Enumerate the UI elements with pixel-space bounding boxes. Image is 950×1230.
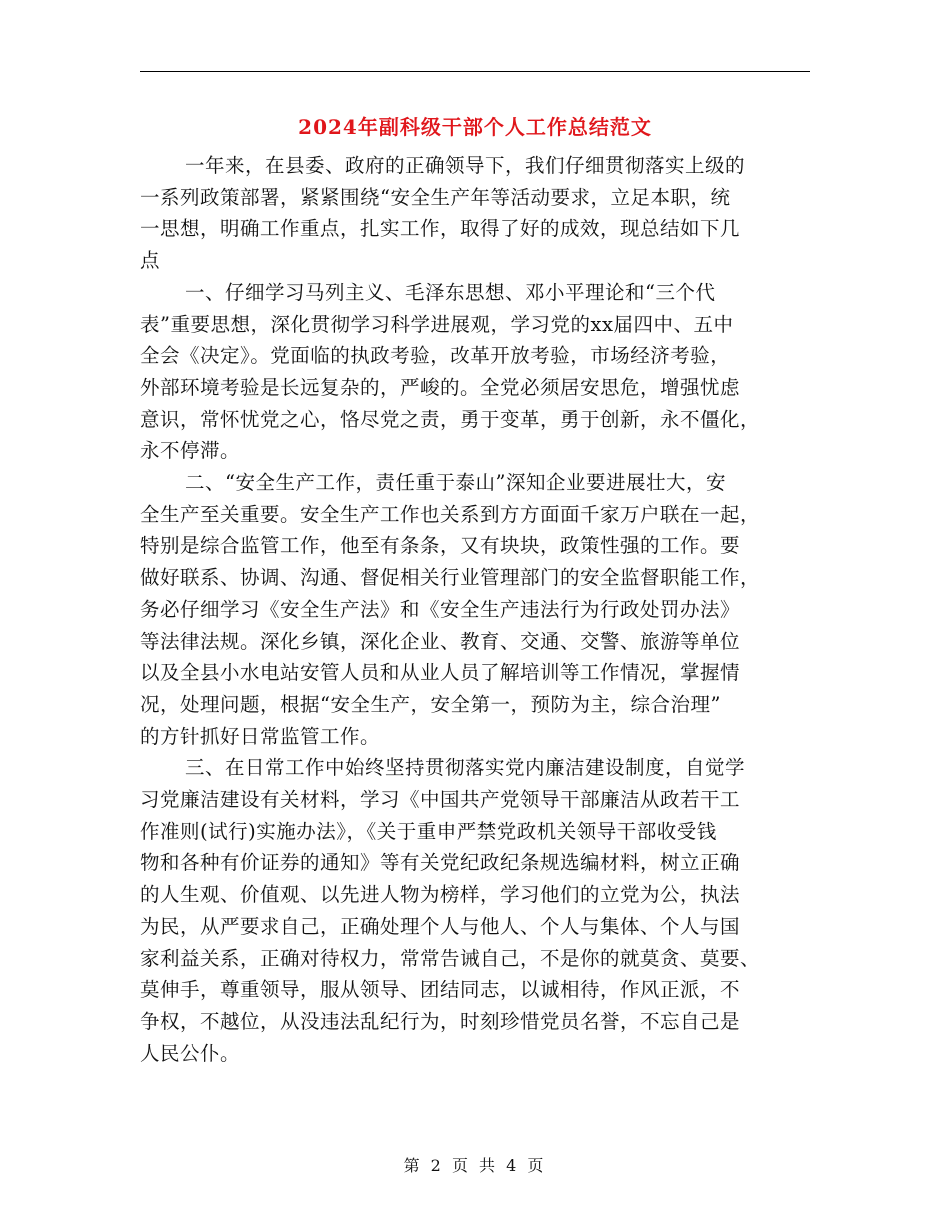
text-line: 人民公仆。: [140, 1041, 241, 1065]
text-line: 的人生观、价值观、以先进人物为榜样，学习他们的立党为公，执法: [140, 883, 741, 907]
text-line: 意识，常怀忧党之心，恪尽党之责，勇于变革，勇于创新，永不僵化，: [140, 407, 761, 431]
text-line: 一年来，在县委、政府的正确领导下，我们仔细贯彻落实上级的: [185, 154, 746, 177]
text-line: 做好联系、协调、沟通、督促相关行业管理部门的安全监督职能工作，: [140, 566, 761, 590]
text-line: 作准则(试行)实施办法》，《关于重申严禁党政机关领导干部收受钱: [140, 819, 717, 843]
text-line: 的方针抓好日常监管工作。: [140, 724, 381, 748]
text-line: 务必仔细学习《安全生产法》和《安全生产违法行为行政处罚办法》: [140, 597, 741, 621]
text-line: 习党廉洁建设有关材料，学习《中国共产党领导干部廉洁从政若干工: [140, 788, 741, 812]
text-line: 为民，从严要求自己，正确处理个人与他人、个人与集体、个人与国: [140, 914, 741, 938]
text-line: 家利益关系，正确对待权力，常常告诫自己，不是你的就莫贪、莫要、: [140, 946, 761, 970]
text-line: 争权，不越位，从没违法乱纪行为，时刻珍惜党员名誉，不忘自己是: [140, 1009, 741, 1033]
text-line: 等法律法规。深化乡镇，深化企业、教育、交通、交警、旅游等单位: [140, 629, 741, 653]
text-line: 二、“安全生产工作，责任重于泰山”深知企业要进展壮大，安: [185, 471, 726, 495]
text-line: 一思想，明确工作重点，扎实工作，取得了好的成效，现总结如下几: [140, 217, 741, 241]
text-line: 点: [140, 249, 161, 273]
text-line: 一、仔细学习马列主义、毛泽东思想、邓小平理论和“三个代: [185, 280, 716, 304]
text-line: 以及全县小水电站安管人员和从业人员了解培训等工作情况，掌握情: [140, 661, 741, 685]
text-line: 全会《决定》。党面临的执政考验，改革开放考验，市场经济考验，: [140, 344, 731, 368]
text-line: 表”重要思想，深化贯彻学习科学进展观，学习党的xx届四中、五中: [140, 312, 734, 336]
paragraph-section-one: [140, 277, 810, 467]
text-line: 一系列政策部署，紧紧围绕“安全生产年等活动要求，立足本职，统: [140, 185, 731, 209]
paragraph-intro: [140, 150, 810, 277]
document-body: [140, 150, 810, 1069]
header-rule: [140, 71, 810, 72]
text-line: 三、在日常工作中始终坚持贯彻落实党内廉洁建设制度，自觉学: [185, 756, 746, 780]
text-line: 特别是综合监管工作，他至有条条，又有块块，政策性强的工作。要: [140, 534, 741, 558]
text-line: 况，处理问题，根据“安全生产，安全第一，预防为主，综合治理”: [140, 692, 721, 716]
document-title: 2024年副科级干部个人工作总结范文: [298, 115, 652, 139]
text-line: 永不停滞。: [140, 439, 241, 463]
paragraph-section-three: [140, 752, 810, 1069]
paragraph-section-two: [140, 467, 810, 752]
text-line: 莫伸手，尊重领导，服从领导、团结同志，以诚相待，作风正派，不: [140, 978, 741, 1002]
text-line: 物和各种有价证券的通知》等有关党纪政纪条规选编材料，树立正确: [140, 851, 741, 875]
text-line: 全生产至关重要。安全生产工作也关系到方方面面千家万户联在一起，: [140, 502, 761, 526]
page-number-footer: 第 2 页 共 4 页: [403, 1156, 547, 1175]
text-line: 外部环境考验是长远复杂的，严峻的。全党必须居安思危，增强忧虑: [140, 375, 741, 399]
